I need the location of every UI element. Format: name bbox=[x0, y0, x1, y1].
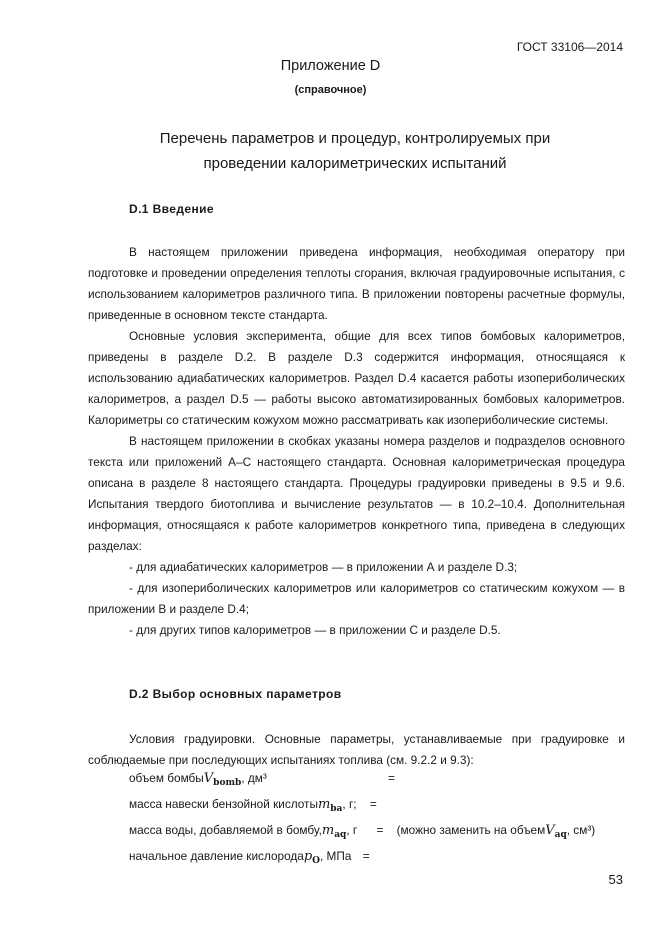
standard-number: ГОСТ 33106—2014 bbox=[516, 40, 623, 54]
param-equals: = bbox=[388, 771, 395, 785]
section-d1-body bbox=[88, 242, 625, 641]
param-note: (можно заменить на объем bbox=[396, 823, 546, 837]
appendix-heading-line1: Перечень параметров и процедур, контролируемых при bbox=[159, 130, 551, 147]
section-d2-body bbox=[88, 729, 625, 771]
param-label: масса навески бензойной кислоты bbox=[129, 797, 318, 811]
param-unit: , дм³ bbox=[241, 771, 267, 785]
param-symbol: V bbox=[203, 771, 214, 786]
appendix-heading-line2: проведении калориметрических испытаний bbox=[203, 155, 507, 172]
param-label: начальное давление кислорода bbox=[129, 849, 304, 863]
list-item: - для других типов калориметров — в приложении С и разделе D.5. bbox=[129, 623, 501, 637]
param-equals: = bbox=[362, 849, 370, 863]
param-note-symbol: V bbox=[545, 823, 555, 838]
param-symbol: m bbox=[317, 797, 331, 812]
paragraph: Условия градуировки. Основные параметры, устанавливаемые при градуировке и соблюдаемые при последующих испытаниях топлива (см. 9.2.2 и 9.3): bbox=[88, 732, 625, 767]
param-subscript: ba bbox=[330, 804, 343, 814]
param-note-end: , см³) bbox=[566, 823, 596, 837]
param-oxygen-pressure bbox=[129, 849, 370, 871]
param-water-mass bbox=[129, 823, 595, 845]
page-number: 53 bbox=[608, 872, 623, 887]
list-item: - для адиабатических калориметров — в приложении А и разделе D.3; bbox=[129, 560, 518, 574]
param-unit: , г; bbox=[342, 797, 357, 811]
param-equals: = bbox=[376, 823, 384, 837]
param-equals: = bbox=[369, 797, 377, 811]
param-note-subscript: aq bbox=[554, 830, 567, 840]
param-symbol: p bbox=[303, 849, 313, 864]
section-heading-d2: D.2 Выбор основных параметров bbox=[129, 687, 342, 701]
parameter-list bbox=[129, 771, 629, 871]
param-bomb-volume bbox=[129, 771, 395, 793]
param-symbol: m bbox=[321, 823, 335, 838]
param-benzoic-mass bbox=[129, 797, 377, 819]
param-unit: , МПа bbox=[320, 849, 352, 863]
param-subscript: O bbox=[312, 856, 320, 866]
param-unit: , г bbox=[346, 823, 358, 837]
param-subscript: aq bbox=[334, 830, 347, 840]
paragraph: В настоящем приложении приведена информация, необходимая оператору при подготовке и проведении определения теплоты сгорания, включая градуировочные испытания, с использованием калориметров различного типа. В приложении повторены расчетные формулы, приведенные в основном тексте стандарта. bbox=[88, 245, 625, 322]
appendix-title: Приложение D bbox=[280, 58, 381, 74]
param-label: объем бомбы bbox=[129, 771, 204, 785]
appendix-subtitle: (справочное) bbox=[294, 84, 367, 96]
param-label: масса воды, добавляемой в бомбу, bbox=[129, 823, 322, 837]
section-heading-d1: D.1 Введение bbox=[129, 202, 214, 216]
paragraph: В настоящем приложении в скобках указаны номера разделов и подразделов основного текста или приложений А–С настоящего стандарта. Основная калориметрическая процедура описана в разделе 8 настоящего стандарта. Процедуры градуировки приведены в 9.5 и 9.6. Испытания твердого биотоплива и вычисление результатов — в 10.2–10.4. Дополнительная информация, относящаяся к работе калориметров конкретного типа, приведена в следующих разделах: bbox=[88, 434, 625, 553]
appendix-heading bbox=[60, 126, 650, 176]
param-subscript: bomb bbox=[213, 778, 242, 788]
list-item: - для изопериболических калориметров или калориметров со статическим кожухом — в приложении В и разделе D.4; bbox=[88, 581, 625, 616]
paragraph: Основные условия эксперимента, общие для всех типов бомбовых калориметров, приведены в разделе D.2. В разделе D.3 содержится информация, относящаяся к использованию адиабатических калориметров. Раздел D.4 касается работы изопериболических калориметров, а раздел D.5 — работы высоко автоматизированных бомбовых калориметров. Калориметры со статическим кожухом можно рассматривать как изопериболические системы. bbox=[88, 329, 625, 427]
